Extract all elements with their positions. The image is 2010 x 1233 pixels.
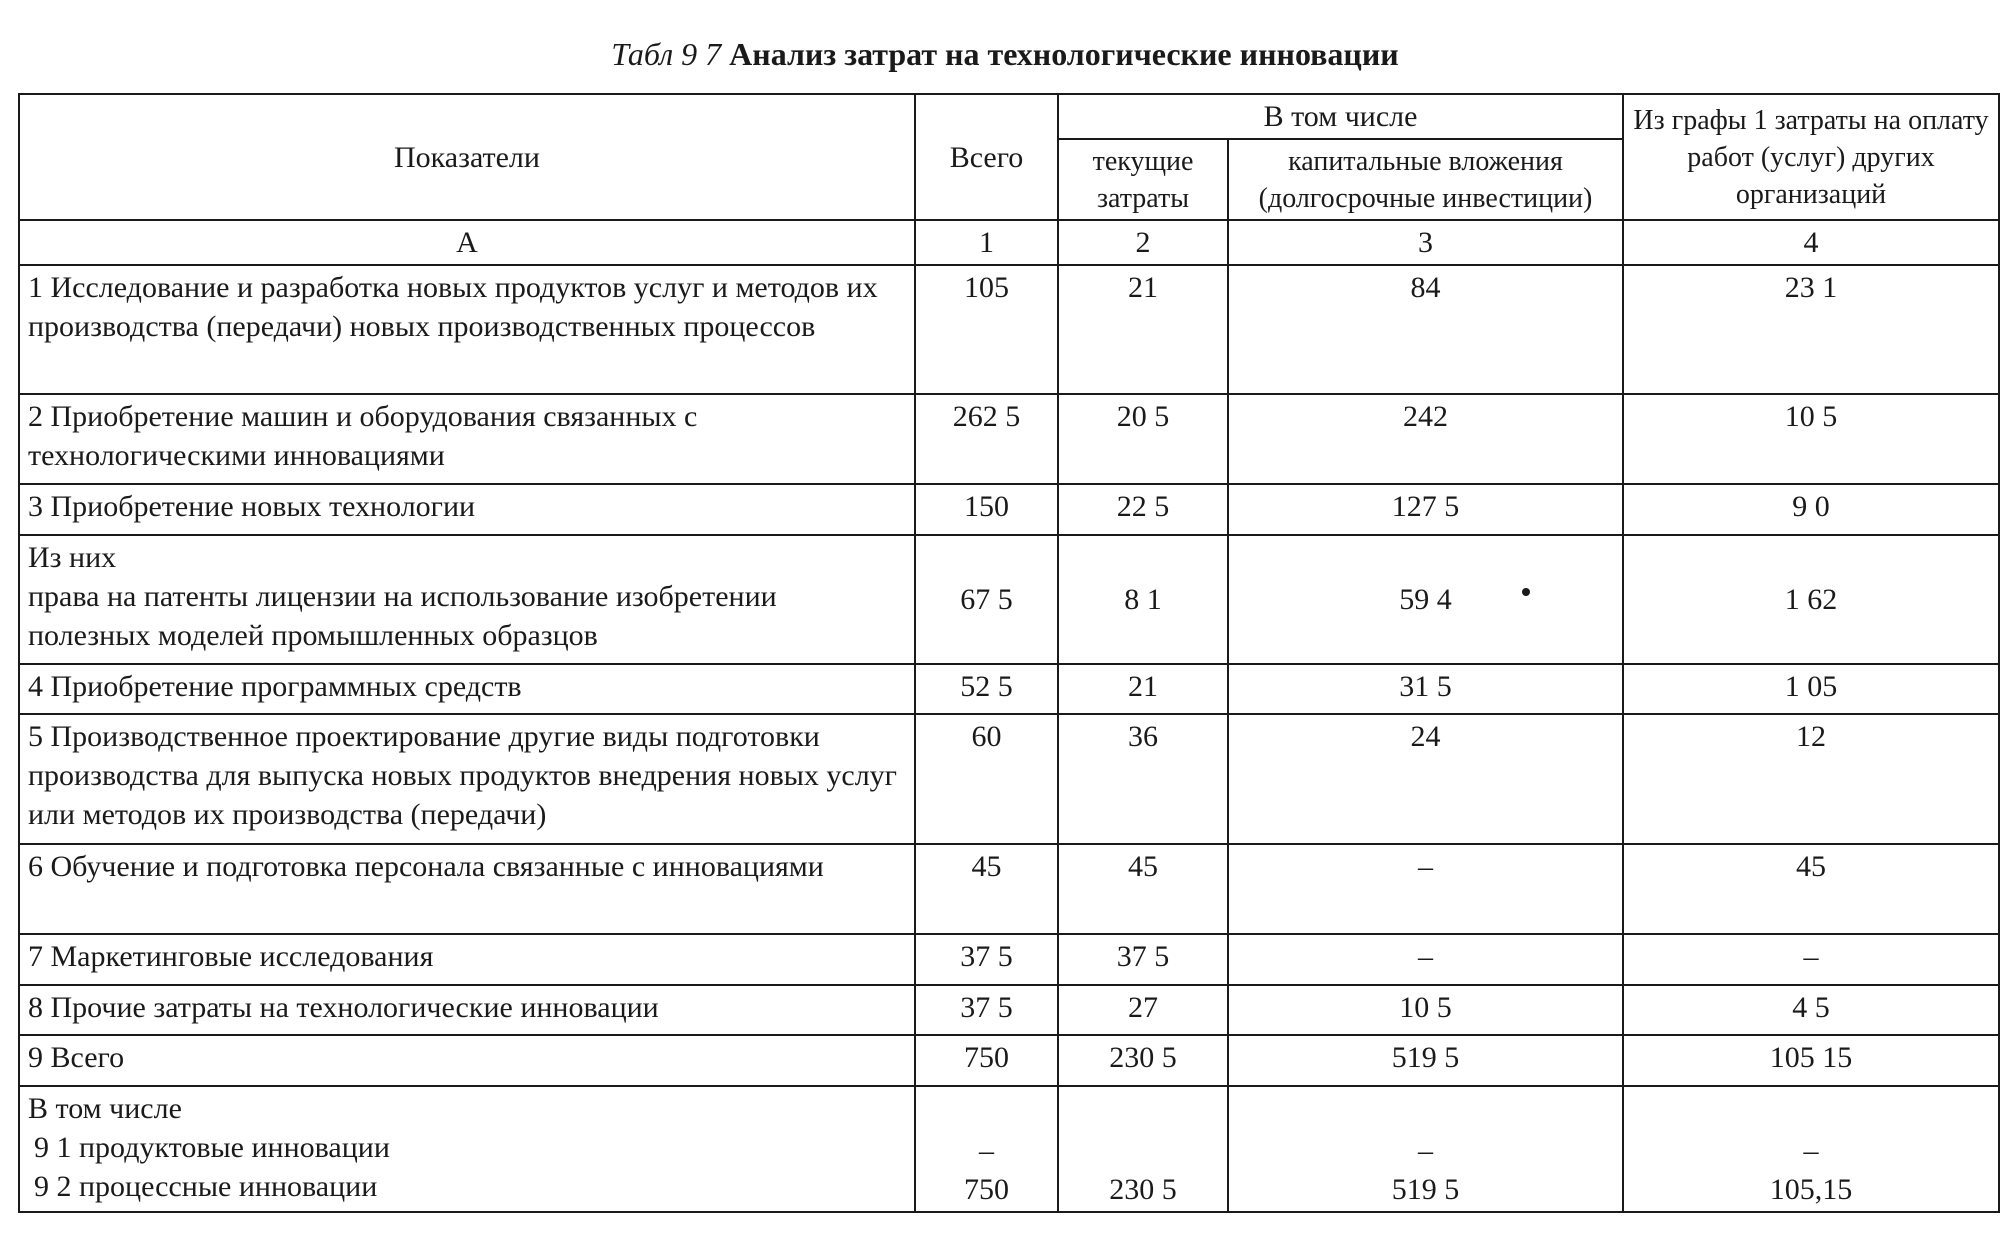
table-title: Анализ затрат на технологические инновации <box>729 36 1399 72</box>
cell-current: 230 5 <box>1109 1173 1177 1206</box>
cell-third-party: 9 0 <box>1623 484 1999 534</box>
cell-current <box>1067 1131 1219 1170</box>
cell-capital: – <box>1228 934 1623 984</box>
breakdown-item-label: 9 2 процессные инновации <box>34 1169 378 1203</box>
cell-third-party: 10 5 <box>1623 394 1999 485</box>
cell-total: 37 5 <box>915 934 1058 984</box>
table-row <box>19 484 1999 534</box>
cell-third-party: 4 5 <box>1623 985 1999 1035</box>
cell-total: 262 5 <box>915 394 1058 485</box>
row-label: 6 Обучение и подготовка персонала связанные с инновациями <box>19 844 915 935</box>
cell-capital: 31 5 <box>1228 664 1623 714</box>
cell-total: 37 5 <box>915 985 1058 1035</box>
header-including: В том числе <box>1058 94 1623 139</box>
cell-total: – <box>979 1134 994 1167</box>
cell-third-party: – <box>1803 1134 1819 1167</box>
cell-capital: 10 5 <box>1228 985 1623 1035</box>
row-label: 5 Производственное проектирование другие виды подготовки производства для выпуска новых продуктов внедрения новых услуг или методов их производства (передачи) <box>19 714 915 843</box>
table-row <box>19 664 1999 714</box>
cell-capital: 127 5 <box>1228 484 1623 534</box>
table-row <box>19 535 1999 664</box>
table-row <box>19 934 1999 984</box>
row-label: права на патенты лицензии на использование изобретении полезных моделей промышленных образцов <box>28 579 777 652</box>
cell-current: 230 5 <box>1058 1035 1228 1085</box>
header-third-party: Из графы 1 затраты на оплату работ (услуг) других организаций <box>1623 94 1999 220</box>
breakdown-item-label: 9 1 продуктовые инновации <box>34 1130 390 1164</box>
cell-capital: 519 5 <box>1228 1035 1623 1085</box>
header-indicators: Показатели <box>19 94 915 220</box>
table-caption <box>0 32 2010 76</box>
cell-current: 27 <box>1058 985 1228 1035</box>
column-numbers-row <box>19 220 1999 264</box>
row-label: 7 Маркетинговые исследования <box>19 934 915 984</box>
breakdown-heading: В том числе <box>28 1091 182 1125</box>
cell-total: 45 <box>915 844 1058 935</box>
cell-total: 105 <box>915 265 1058 394</box>
cell-current: 21 <box>1058 664 1228 714</box>
cell-current: 36 <box>1058 714 1228 843</box>
table-row <box>19 985 1999 1035</box>
cell-capital: 59 4 <box>1228 535 1623 664</box>
row-label: 1 Исследование и разработка новых продуктов услуг и методов их производства (передачи) новых производственных процессов <box>19 265 915 394</box>
cell-third-party: 1 62 <box>1623 535 1999 664</box>
cell-capital: – <box>1228 844 1623 935</box>
cell-current: 20 5 <box>1058 394 1228 485</box>
cell-current: 21 <box>1058 265 1228 394</box>
row-label: 8 Прочие затраты на технологические инновации <box>19 985 915 1035</box>
table-row <box>19 394 1999 485</box>
cell-total: 67 5 <box>915 535 1058 664</box>
row-label: 2 Приобретение машин и оборудования связанных с технологическими инновациями <box>19 394 915 485</box>
column-number: 4 <box>1623 220 1999 264</box>
cell-total: 52 5 <box>915 664 1058 714</box>
cell-third-party: 1 05 <box>1623 664 1999 714</box>
cell-total: 750 <box>915 1035 1058 1085</box>
cell-current: 45 <box>1058 844 1228 935</box>
header-total: Всего <box>915 94 1058 220</box>
column-number: 1 <box>915 220 1058 264</box>
table-row <box>19 265 1999 394</box>
stray-dot-mark <box>1522 588 1530 596</box>
cell-capital: 242 <box>1228 394 1623 485</box>
cell-total: 750 <box>964 1173 1009 1206</box>
cell-capital: – <box>1418 1134 1433 1167</box>
cost-analysis-table <box>18 93 2000 1213</box>
cell-third-party: 105 15 <box>1623 1035 1999 1085</box>
table-row <box>19 844 1999 935</box>
cell-current: 22 5 <box>1058 484 1228 534</box>
cell-third-party: 23 1 <box>1623 265 1999 394</box>
cell-third-party: 45 <box>1623 844 1999 935</box>
row-subheading: Из них <box>28 540 117 574</box>
column-number: А <box>19 220 915 264</box>
row-label: 9 Всего <box>19 1035 915 1085</box>
cell-current: 8 1 <box>1058 535 1228 664</box>
cell-current: 37 5 <box>1058 934 1228 984</box>
table-row-total <box>19 1035 1999 1085</box>
header-current: текущие затраты <box>1058 139 1228 220</box>
table-row <box>19 714 1999 843</box>
table-row-breakdown <box>19 1086 1999 1212</box>
cell-total: 150 <box>915 484 1058 534</box>
cell-capital: 84 <box>1228 265 1623 394</box>
header-capital: капитальные вложения (долгосрочные инвестиции) <box>1228 139 1623 220</box>
row-label: 3 Приобретение новых технологии <box>19 484 915 534</box>
column-number: 2 <box>1058 220 1228 264</box>
column-number: 3 <box>1228 220 1623 264</box>
cell-third-party: 12 <box>1623 714 1999 843</box>
row-label: 4 Приобретение программных средств <box>19 664 915 714</box>
cell-capital: 519 5 <box>1391 1173 1460 1206</box>
cell-capital: 24 <box>1228 714 1623 843</box>
cell-total: 60 <box>915 714 1058 843</box>
cell-third-party: 105,15 <box>1769 1173 1853 1206</box>
table-number: Табл 9 7 <box>611 36 722 72</box>
cell-third-party: – <box>1623 934 1999 984</box>
